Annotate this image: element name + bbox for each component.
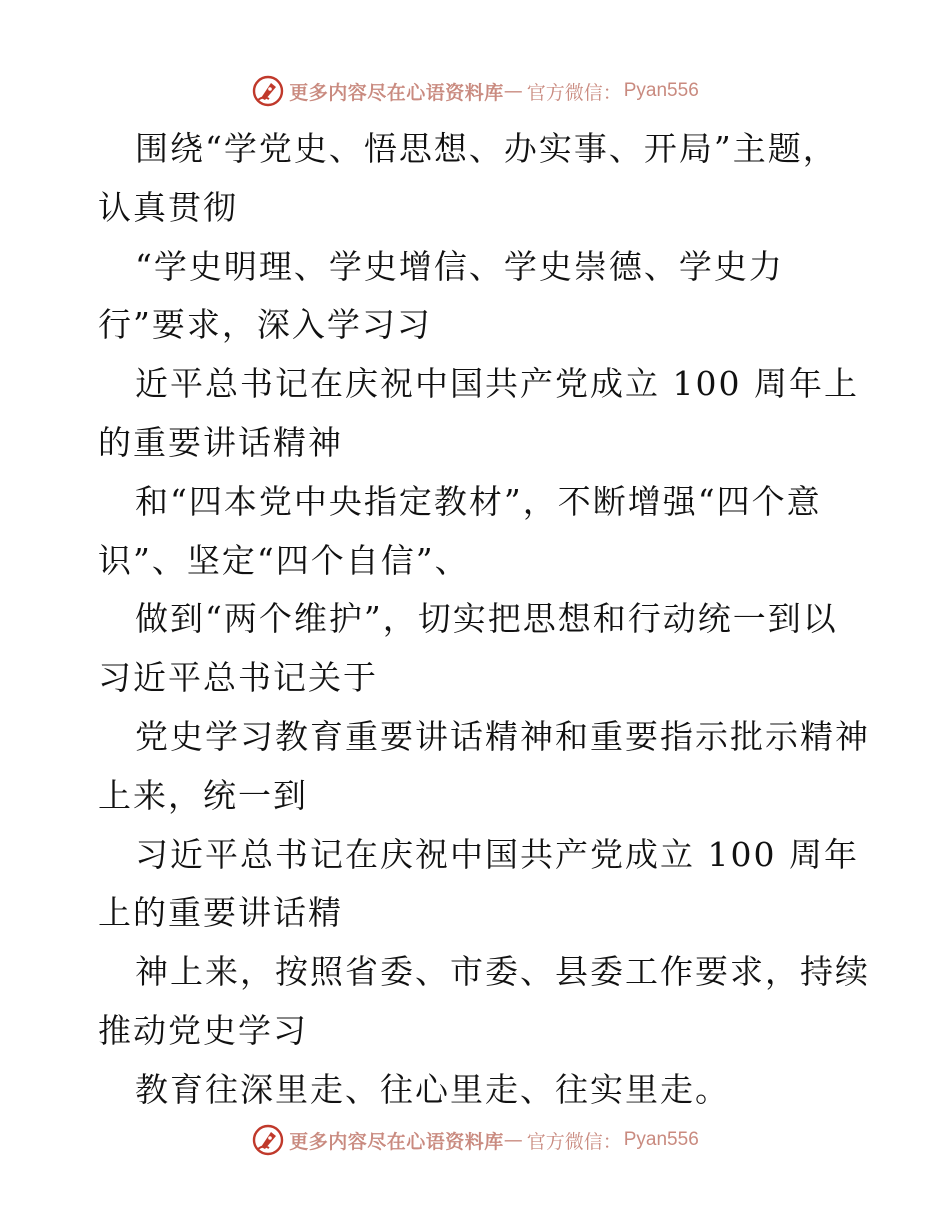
document-body <box>98 120 870 1120</box>
text-line: “学史明理、学史增信、学史崇德、学史力 <box>135 246 784 286</box>
watermark-wechat-id: Pyan556 <box>623 1129 699 1150</box>
watermark-wechat-id: Pyan556 <box>623 80 699 101</box>
text-line: 上来，统一到 <box>98 775 308 815</box>
text-line: 识”、坚定“四个自信”、 <box>98 540 470 580</box>
footer-watermark <box>0 1120 950 1160</box>
text-line: 近平总书记在庆祝中国共产党成立 100 周年上 <box>135 364 859 404</box>
pen-nib-logo-icon <box>251 1123 285 1157</box>
watermark-official-label: 官方微信： <box>526 81 622 104</box>
text-line: 神上来，按照省委、市委、县委工作要求，持续 <box>135 952 870 992</box>
pen-nib-logo-icon <box>251 74 285 108</box>
text-line: 推动党史学习 <box>98 1010 308 1050</box>
text-line: 党史学习教育重要讲话精神和重要指示批示精神 <box>135 716 870 756</box>
text-line: 做到“两个维护”，切实把思想和行动统一到以 <box>135 599 838 639</box>
text-line: 的重要讲话精神 <box>98 422 343 462</box>
header-watermark <box>0 71 950 111</box>
text-line: 行”要求，深入学习习 <box>98 305 432 345</box>
watermark-official-label: 官方微信： <box>526 1130 622 1153</box>
text-line: 上的重要讲话精 <box>98 893 343 933</box>
watermark-separator: — <box>503 1129 523 1151</box>
text-line: 认真贯彻 <box>98 187 238 227</box>
text-line: 教育往深里走、往心里走、往实里走。 <box>135 1069 730 1109</box>
watermark-site-name: 更多内容尽在心语资料库 <box>289 81 504 104</box>
watermark-site-name: 更多内容尽在心语资料库 <box>289 1130 504 1153</box>
text-line: 习近平总书记在庆祝中国共产党成立 100 周年 <box>135 834 859 874</box>
text-line: 围绕“学党史、悟思想、办实事、开局”主题， <box>135 129 838 168</box>
text-line: 和“四本党中央指定教材”，不断增强“四个意 <box>135 481 822 521</box>
text-line: 习近平总书记关于 <box>98 658 378 698</box>
watermark-separator: — <box>503 80 523 102</box>
